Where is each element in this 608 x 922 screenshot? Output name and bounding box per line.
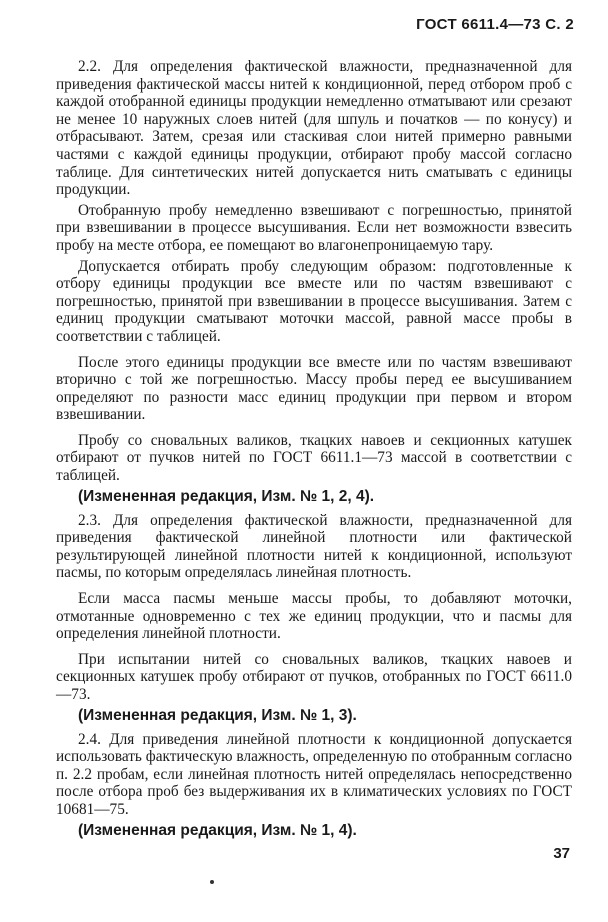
scan-speck — [210, 880, 214, 884]
amendment-note: (Измененная редакция, Изм. № 1, 2, 4). — [78, 487, 375, 505]
paragraph: Если масса пасмы меньше массы пробы, то добавляют моточки, отмотанные одновременно с тех же единиц продукции, что и пасмы для определения линейной плотности. — [56, 590, 572, 643]
page-header: ГОСТ 6611.4—73 С. 2 — [416, 16, 574, 33]
paragraph: При испытании нитей со сновальных валиков, ткацких навоев и секционных катушек пробу отбирают от пучков, отобранных по ГОСТ 6611.0—73. — [56, 650, 572, 703]
amendment-note: (Измененная редакция, Изм. № 1, 4). — [78, 821, 357, 839]
document-body — [56, 58, 572, 846]
paragraph: После этого единицы продукции все вместе или по частям взвешивают вторично с той же погрешностью. Массу пробы перед ее высушиванием определяют по разности масс единиц продукции при первом и втором взвешивании. — [56, 353, 572, 424]
paragraph-2-2: 2.2. Для определения фактической влажности, предназначенной для приведения фактической массы нитей к кондиционной, перед отбором проб с каждой отобранной единицы продукции немедленно отматывают или срезают не менее 10 наружных слоев нитей (для шпуль и початков — по конусу) и отбрасывают. Затем, срезая или стаскивая слои нитей примерно равными частями с каждой единицы продукции, отбирают пробу массой согласно таблице. Для синтетических нитей допускается нить сматывать с единицы продукции. — [56, 58, 572, 199]
paragraph: Отобранную пробу немедленно взвешивают с погрешностью, принятой при взвешивании в процессе высушивания. Если нет возможности взвесить пробу на месте отбора, ее помещают во влагонепроницаемую тару. — [56, 201, 572, 254]
amendment-note: (Измененная редакция, Изм. № 1, 3). — [78, 706, 357, 724]
paragraph-2-3: 2.3. Для определения фактической влажности, предназначенной для приведения фактической линейной плотности или фактической результирующей линейной плотности нитей к кондиционной, используют пасмы, по которым определялась линейная плотность. — [56, 511, 572, 582]
paragraph-2-4: 2.4. Для приведения линейной плотности к кондиционной допускается использовать фактическую влажность, определенную по отобранным согласно п. 2.2 пробам, если линейная плотность нитей определялась непосредственно после отбора проб без выдерживания их в климатических условиях по ГОСТ 10681—75. — [56, 730, 572, 818]
paragraph: Пробу со сновальных валиков, ткацких навоев и секционных катушек отбирают от пучков нитей по ГОСТ 6611.1—73 массой в соответствии с таблицей. — [56, 431, 572, 485]
page-number: 37 — [553, 845, 570, 862]
paragraph: Допускается отбирать пробу следующим образом: подготовленные к отбору единицы продукции все вместе или по частям взвешивают с погрешностью, принятой при взвешивании в процессе высушивания. Затем с единиц продукции сматывают моточки массой, равной массе пробы в соответствии с таблицей. — [56, 257, 572, 345]
